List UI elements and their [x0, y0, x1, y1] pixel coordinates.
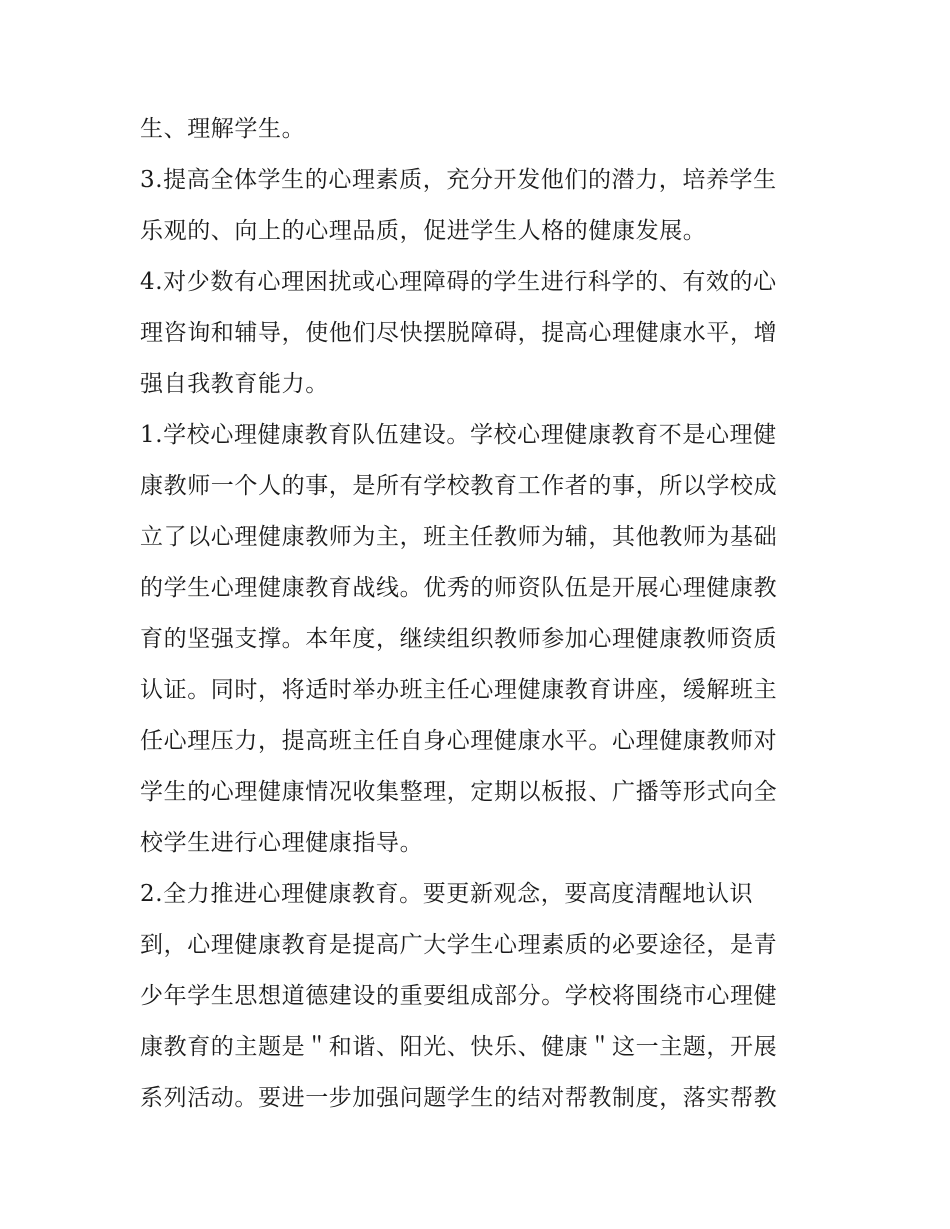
text-line: 到，心理健康教育是提高广大学生心理素质的必要途径，是青 [140, 932, 778, 958]
text-line: 校学生进行心理健康指导。 [140, 830, 424, 856]
text-line: 1.学校心理健康教育队伍建设。学校心理健康教育不是心理健 [140, 422, 777, 448]
text-line: 康教师一个人的事，是所有学校教育工作者的事，所以学校成 [140, 473, 778, 499]
text-line: 4.对少数有心理困扰或心理障碍的学生进行科学的、有效的心 [140, 269, 777, 295]
text-line: 系列活动。要进一步加强问题学生的结对帮教制度，落实帮教 [140, 1085, 778, 1111]
text-line: 康教育的主题是＂和谐、阳光、快乐、健康＂这一主题，开展 [140, 1034, 778, 1060]
text-line: 乐观的、向上的心理品质，促进学生人格的健康发展。 [140, 218, 707, 244]
text-line: 的学生心理健康教育战线。优秀的师资队伍是开展心理健康教 [140, 575, 778, 601]
document-body [140, 104, 820, 1124]
text-line: 2.全力推进心理健康教育。要更新观念，要高度清醒地认识 [140, 881, 754, 907]
text-line: 育的坚强支撑。本年度，继续组织教师参加心理健康教师资质 [140, 626, 778, 652]
text-line: 立了以心理健康教师为主，班主任教师为辅，其他教师为基础 [140, 524, 778, 550]
text-line: 强自我教育能力。 [140, 371, 329, 397]
text-line: 任心理压力，提高班主任自身心理健康水平。心理健康教师对 [140, 728, 778, 754]
text-line: 认证。同时，将适时举办班主任心理健康教育讲座，缓解班主 [140, 677, 778, 703]
text-line: 学生的心理健康情况收集整理，定期以板报、广播等形式向全 [140, 779, 778, 805]
text-line: 少年学生思想道德建设的重要组成部分。学校将围绕市心理健 [140, 983, 778, 1009]
text-line: 理咨询和辅导，使他们尽快摆脱障碍，提高心理健康水平，增 [140, 320, 778, 346]
text-line: 生、理解学生。 [140, 116, 306, 142]
text-line: 3.提高全体学生的心理素质，充分开发他们的潜力，培养学生 [140, 167, 777, 193]
